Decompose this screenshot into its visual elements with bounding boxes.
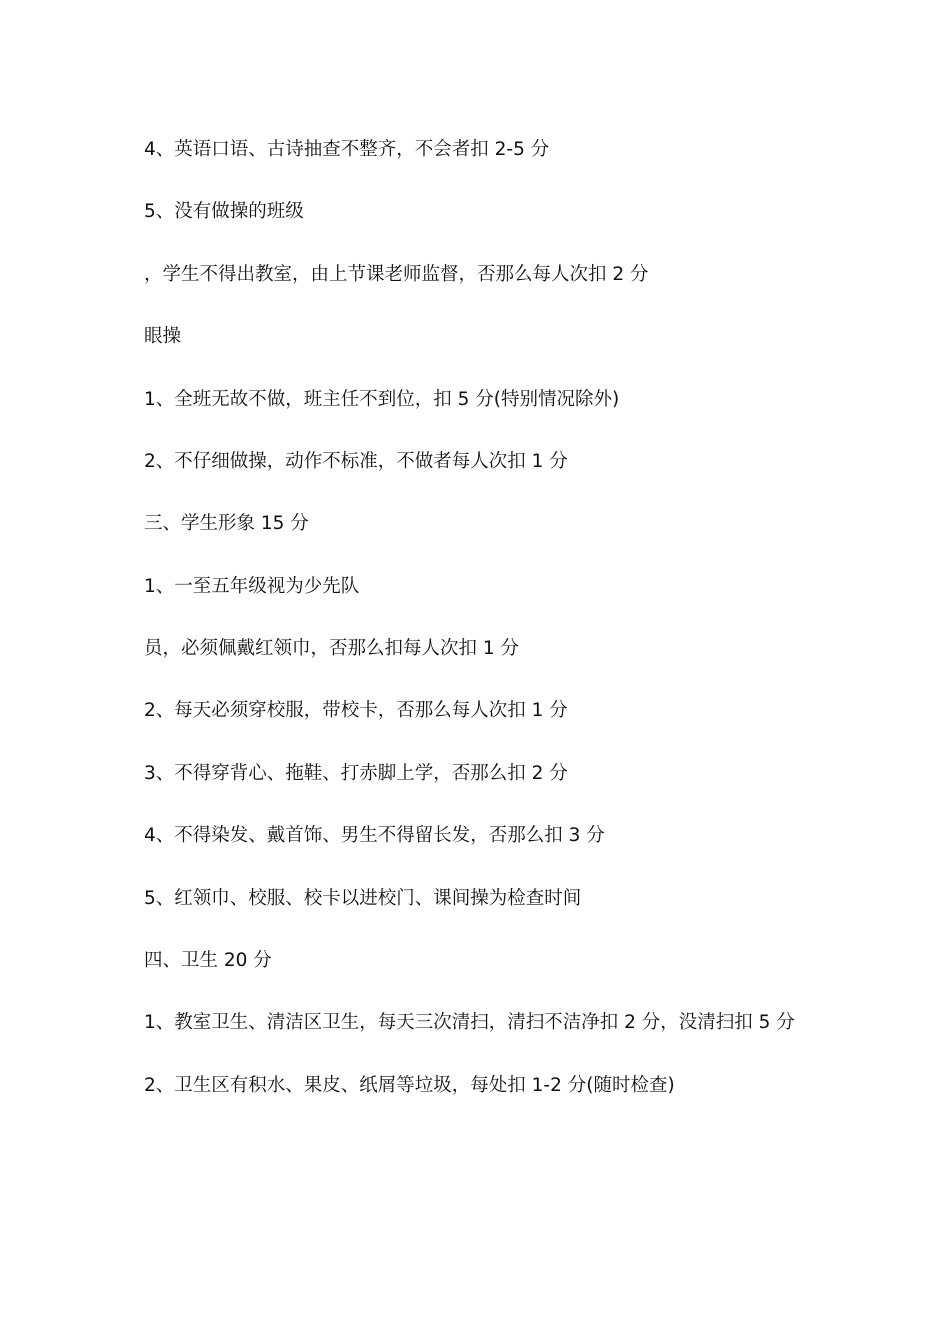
text-line: 1、教室卫生、清洁区卫生，每天三次清扫，清扫不洁净扣 2 分，没清扫扣 5 分 — [144, 1012, 795, 1033]
text-line: 2、不仔细做操，动作不标准，不做者每人次扣 1 分 — [144, 451, 568, 472]
text-line: 2、卫生区有积水、果皮、纸屑等垃圾，每处扣 1-2 分(随时检查) — [144, 1075, 675, 1096]
text-line: 4、英语口语、古诗抽查不整齐，不会者扣 2-5 分 — [144, 139, 550, 160]
text-line: 4、不得染发、戴首饰、男生不得留长发，否那么扣 3 分 — [144, 825, 605, 846]
text-line: 3、不得穿背心、拖鞋、打赤脚上学，否那么扣 2 分 — [144, 763, 568, 784]
text-line: 1、全班无故不做，班主任不到位，扣 5 分(特别情况除外) — [144, 389, 620, 410]
text-line: 员，必须佩戴红领巾，否那么扣每人次扣 1 分 — [144, 638, 520, 659]
text-line: ，学生不得出教室，由上节课老师监督，否那么每人次扣 2 分 — [144, 264, 649, 285]
section-heading: 眼操 — [144, 326, 182, 347]
text-line: 5、红领巾、校服、校卡以进校门、课间操为检查时间 — [144, 888, 582, 909]
text-line: 5、没有做操的班级 — [144, 201, 304, 222]
text-line: 1、一至五年级视为少先队 — [144, 576, 360, 597]
section-heading: 三、学生形象 15 分 — [144, 513, 309, 534]
text-line: 2、每天必须穿校服，带校卡，否那么每人次扣 1 分 — [144, 700, 568, 721]
section-heading: 四、卫生 20 分 — [144, 950, 272, 971]
